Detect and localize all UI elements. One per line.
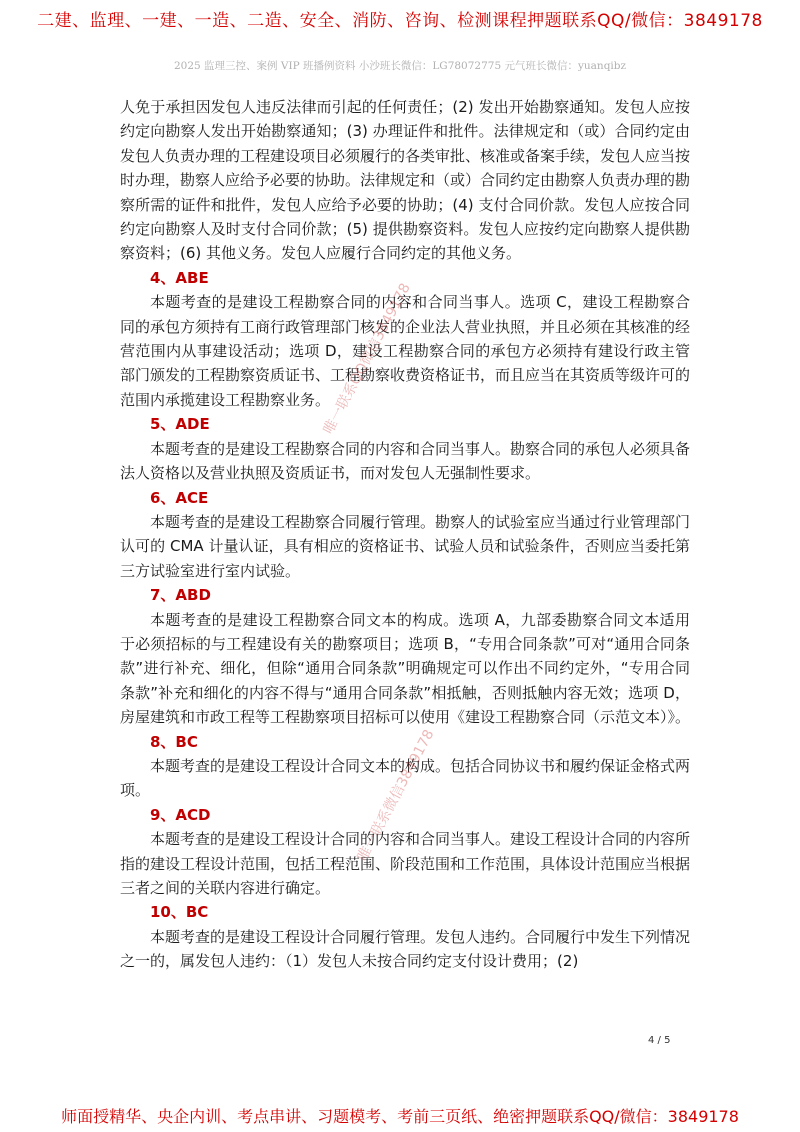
- explanation-8: 本题考查的是建设工程设计合同文本的构成。包括合同协议书和履约保证金格式两项。: [120, 756, 691, 800]
- answer-7: 7、ABD: [150, 586, 211, 605]
- document-body: [120, 95, 690, 974]
- watermark-lower: 唯一联系微信3849178: [354, 727, 438, 864]
- answer-9: 9、ACD: [150, 805, 211, 824]
- answer-8: 8、BC: [150, 732, 198, 751]
- answer-10: 10、BC: [150, 903, 209, 922]
- bottom-banner: 师面授精华、央企内训、考点串讲、习题模考、考前三页纸、绝密押题联系QQ/微信：3849178: [61, 1107, 739, 1126]
- explanation-7: 本题考查的是建设工程勘察合同文本的构成。选项 A，九部委勘察合同文本适用于必须招标的与工程建设有关的勘察项目；选项 B，“专用合同条款”可对“通用合同条款”进行补充、细化，但除“通用合同条款”明确规定可以作出不同约定外，“专用合同条款”补充和细化的内容不得与“通用合同条款”相抵触，否则抵触内容无效；选项 D，房屋建筑和市政工程等工程勘察项目招标可以使用《建设工程勘察合同（示范文本）》。: [120, 610, 691, 727]
- explanation-5: 本题考查的是建设工程勘察合同的内容和合同当事人。勘察合同的承包人必须具备法人资格以及营业执照及资质证书，而对发包人无强制性要求。: [120, 439, 691, 483]
- page-header: 2025 监理三控、案例 VIP 班播例资料 小沙班长微信：LG78072775 元气班长微信：yuanqibz: [173, 60, 627, 72]
- explanation-6: 本题考查的是建设工程勘察合同履行管理。勘察人的试验室应当通过行业管理部门认可的 CMA 计量认证，具有相应的资格证书、试验人员和试验条件，否则应当委托第三方试验室进行室内试验。: [120, 512, 691, 580]
- watermark-upper: 唯一联系QQ微信3849178: [320, 280, 414, 437]
- explanation-10: 本题考查的是建设工程设计合同履行管理。发包人违约。合同履行中发生下列情况之一的，属发包人违约：（1）发包人未按合同约定支付设计费用；(2): [120, 927, 691, 971]
- answer-6: 6、ACE: [150, 488, 209, 507]
- top-banner: 二建、监理、一建、一造、二造、安全、消防、咨询、检测课程押题联系QQ/微信：3849178: [37, 11, 763, 31]
- answer-4: 4、ABE: [150, 268, 209, 287]
- explanation-9: 本题考查的是建设工程设计合同的内容和合同当事人。建设工程设计合同的内容所指的建设工程设计范围，包括工程范围、阶段范围和工作范围，具体设计范围应当根据三者之间的关联内容进行确定。: [120, 830, 691, 897]
- page-number: 4 / 5: [648, 1035, 671, 1046]
- explanation-4: 本题考查的是建设工程勘察合同的内容和合同当事人。选项 C，建设工程勘察合同的承包方须持有工商行政管理部门核发的企业法人营业执照，并且必须在其核准的经营范围内从事建设活动；选项 D，建设工程勘察合同的承包方必须持有建设行政主管部门颁发的工程勘察资质证书、工程勘察收费资格证书，而且应当在其资质等级许可的范围内承揽建设工程勘察业务。: [120, 293, 691, 409]
- paragraph-continued: 人免于承担因发包人违反法律而引起的任何责任；(2) 发出开始勘察通知。发包人应按约定向勘察人发出开始勘察通知；(3) 办理证件和批件。法律规定和（或）合同约定由发包人负责办理的工程建设项目必须履行的各类审批、核准或备案手续，发包人应当按时办理，勘察人应给予必要的协助。法律规定和（或）合同约定由勘察人负责办理的勘察所需的证件和批件，发包人应给予必要的协助；(4) 支付合同价款。发包人应按合同约定向勘察人及时支付合同价款；(5) 提供勘察资料。发包人应按约定向勘察人提供勘察资料；(6) 其他义务。发包人应履行合同约定的其他义务。: [120, 98, 691, 263]
- answer-5: 5、ADE: [150, 415, 210, 434]
